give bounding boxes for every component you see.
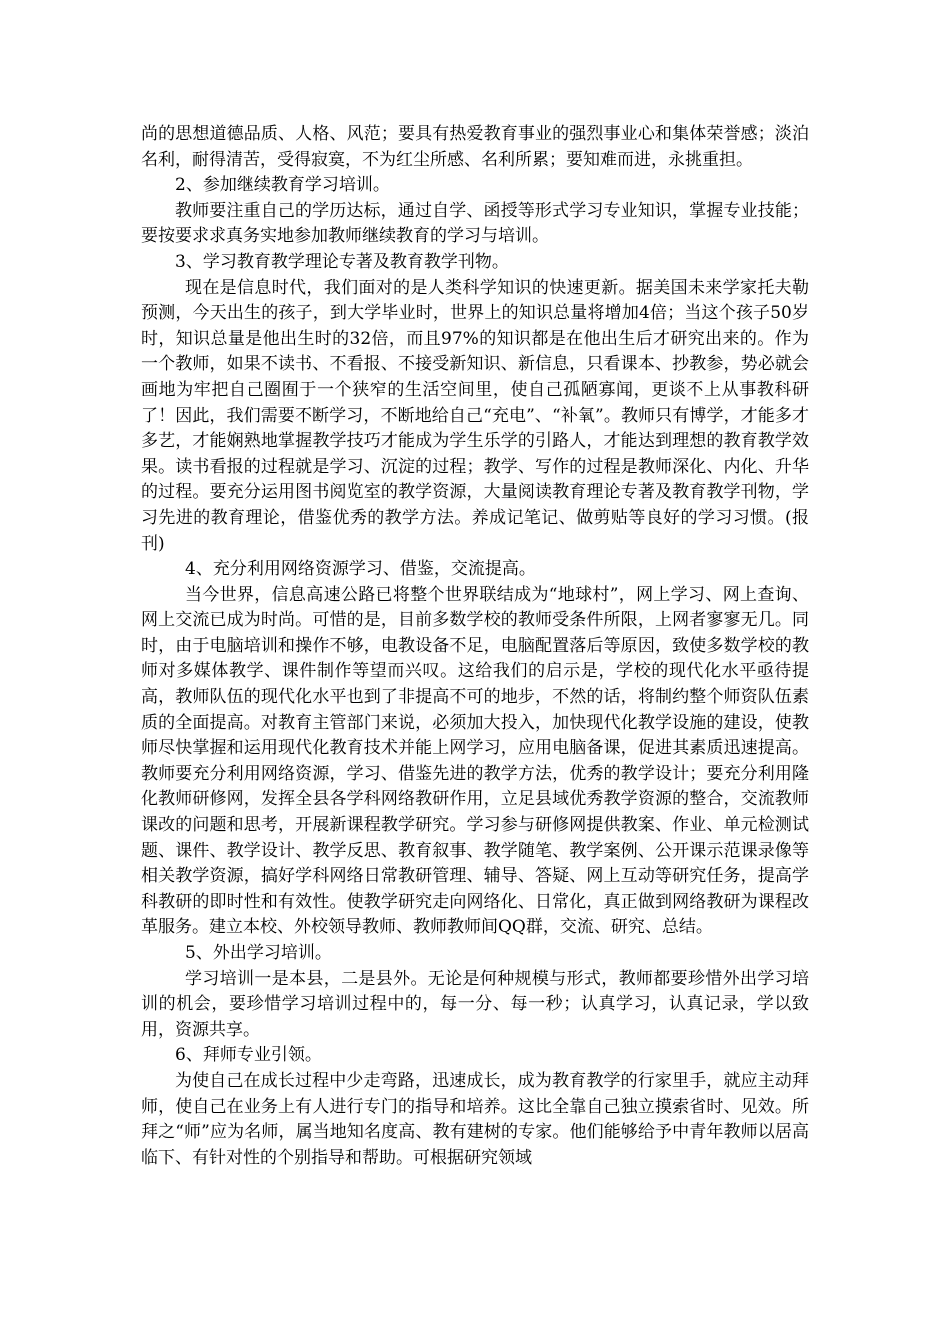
paragraph-moral-quality: 尚的思想道德品质、人格、风范；要具有热爱教育事业的强烈事业心和集体荣誉感；淡泊名利，耐得清苦，受得寂寞，不为红尘所感、名利所累；要知难而进，永挑重担。 [141,124,809,170]
paragraph-external-training: 学习培训一是本县，二是县外。无论是何种规模与形式，教师都要珍惜外出学习培训的机会，要珍惜学习培训过程中的，每一分、每一秒；认真学习，认真记录，学以致用，资源共享。 [141,968,809,1040]
paragraph-network-resources: 当今世界，信息高速公路已将整个世界联结成为“地球村”，网上学习、网上查询、网上交流已成为时尚。可惜的是，目前多数学校的教师受条件所限，上网者寥寥无几。同时，由于电脑培训和操作不够，电教设备不足，电脑配置落后等原因，致使多数学校的教师对多媒体教学、课件制作等望而兴叹。这给我们的启示是，学校的现代化水平亟待提高，教师队伍的现代化水平也到了非提高不可的地步，不然的话，将制约整个师资队伍素质的全面提高。对教育主管部门来说，必须加大投入，加快现代化教学设施的建设，使教师尽快掌握和运用现代化教育技术并能上网学习，应用电脑备课，促进其素质迅速提高。教师要充分利用网络资源，学习、借鉴先进的教学方法，优秀的教学设计；要充分利用隆化教师研修网，发挥全县各学科网络教研作用，立足县域优秀教学资源的整合，交流教师课改的问题和思考，开展新课程教学研究。学习参与研修网提供教案、作业、单元检测试题、课件、教学设计、教学反思、教育叙事、教学随笔、教学案例、公开课示范课录像等相关教学资源，搞好学科网络日常教研管理、辅导、答疑、网上互动等研究任务，提高学科教研的即时性和有效性。使教学研究走向网络化、日常化，真正做到网络教研为课程改革服务。建立本校、外校领导教师、教师教师间QQ群，交流、研究、总结。 [141,584,809,938]
paragraph-mentorship: 为使自己在成长过程中少走弯路，迅速成长，成为教育教学的行家里手，就应主动拜师，使自己在业务上有人进行专门的指导和培养。这比全靠自己独立摸索省时、见效。所拜之“师”应为名师，属当地知名度高、教有建树的专家。他们能够给予中青年教师以居高临下、有针对性的个别指导和帮助。可根据研究领域 [141,1070,809,1168]
heading-mentorship: 6、拜师专业引领。 [175,1045,322,1066]
paragraph-theory-study: 现在是信息时代，我们面对的是人类科学知识的快速更新。据美国未来学家托夫勒预测，今天出生的孩子，到大学毕业时，世界上的知识总量将增加4倍；当这个孩子50岁时，知识总量是他出生时的32倍，而且97%的知识都是在他出生后才研究出来的。作为一个教师，如果不读书、不看报、不接受新知识、新信息，只看课本、抄教参，势必就会画地为牢把自己圈囿于一个狭窄的生活空间里，使自己孤陋寡闻，更谈不上从事教科研了！因此，我们需要不断学习，不断地给自己“充电”、“补氧”。教师只有博学，才能多才多艺，才能娴熟地掌握教学技巧才能成为学生乐学的引路人，才能达到理想的教育教学效果。读书看报的过程就是学习、沉淀的过程；教学、写作的过程是教师深化、内化、升华的过程。要充分运用图书阅览室的教学资源，大量阅读教育理论专著及教育教学刊物，学习先进的教育理论，借鉴优秀的教学方法。养成记笔记、做剪贴等良好的学习习惯。(报刊) [141,277,809,554]
paragraph-continuing-education: 教师要注重自己的学历达标，通过自学、函授等形式学习专业知识，掌握专业技能；要按要求求真务实地参加教师继续教育的学习与培训。 [141,200,809,247]
heading-network-resources: 4、充分利用网络资源学习、借鉴，交流提高。 [185,559,536,580]
heading-theory-study: 3、学习教育教学理论专著及教育教学刊物。 [175,251,509,272]
heading-external-training: 5、外出学习培训。 [185,943,332,963]
document-page [141,122,809,1171]
heading-continuing-education: 2、参加继续教育学习培训。 [175,175,390,196]
